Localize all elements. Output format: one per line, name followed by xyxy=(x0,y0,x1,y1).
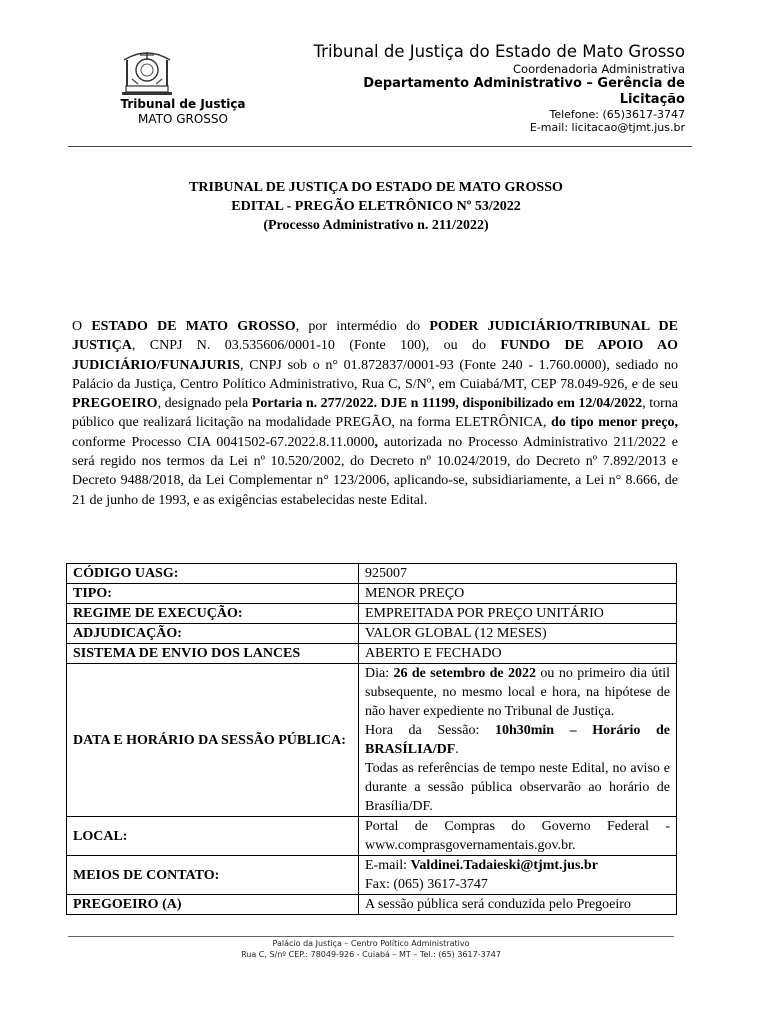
row-value: MENOR PREÇO xyxy=(359,584,677,604)
title-line1: TRIBUNAL DE JUSTIÇA DO ESTADO DE MATO GROSSO xyxy=(189,180,563,195)
text-bold: FUNDO DE APOIO AO JUDICIÁRIO/FUNAJURIS xyxy=(72,338,678,373)
coordination: Coordenadoria Administrativa xyxy=(513,62,685,76)
text: , torna público que realizará licitação na modalidade PREGÃO, na forma ELETRÔNICA, xyxy=(72,396,678,431)
contact-value xyxy=(359,856,677,895)
title-line2: EDITAL - PREGÃO ELETRÔNICO Nº 53/2022 xyxy=(231,199,521,214)
text: conforme Processo CIA 0041502-67.2022.8.11.0000 xyxy=(72,434,375,450)
table-row xyxy=(67,564,677,584)
preamble-paragraph xyxy=(72,317,678,510)
header-divider xyxy=(68,146,692,147)
court-state: MATO GROSSO xyxy=(138,112,228,126)
text: , por intermédio do xyxy=(295,319,430,334)
row-label: TIPO: xyxy=(67,584,359,604)
local-value: Portal de Compras do Governo Federal - www.comprasgovernamentais.gov.br. xyxy=(359,817,677,856)
contact-fax: Fax: (065) 3617-3747 xyxy=(365,877,488,892)
text-bold: , xyxy=(374,434,379,450)
text: . xyxy=(455,742,459,757)
org-title: Tribunal de Justiça do Estado de Mato Grosso xyxy=(313,42,685,61)
text: O xyxy=(72,319,92,334)
table-row xyxy=(67,584,677,604)
phone: Telefone: (65)3617-3747 xyxy=(549,108,685,121)
row-label: REGIME DE EXECUÇÃO: xyxy=(67,604,359,624)
text-bold: PREGOEIRO xyxy=(72,396,158,412)
department-line1: Departamento Administrativo – Gerência de xyxy=(363,76,685,91)
footer-divider xyxy=(68,936,674,937)
text: ou no primeiro dia útil subsequente, no mesmo local e hora, na hipótese de não haver expediente no Tribunal de Justiça. xyxy=(365,666,670,719)
text-bold: PODER JUDICIÁRIO/TRIBUNAL DE JUSTIÇA xyxy=(72,319,679,354)
row-value: VALOR GLOBAL (12 MESES) xyxy=(359,624,677,644)
table-row xyxy=(67,644,677,664)
text-bold: do tipo menor preço, xyxy=(551,415,679,431)
text: , CNPJ sob o n° 01.872837/0001-93 (Fonte 240 - 1.760.0000), sediado no Palácio da Justiça, Centro Político Administrativo, Rua C, S/Nº, em Cuiabá/MT, CEP 78.049-926, e de seu xyxy=(72,357,678,392)
text: autorizada no Processo Administrativo 211/2022 e será regido nos termos da Lei nº 10.520/2002, do Decreto nº 10.024/2019, do Decreto nº 7.892/2013 e Decreto 9488/2018, da Lei Complementar n° 123/2006, aplicando-se, subsidiariamente, a Lei n° 8.666, de 21 de junho de 1993, e as exigências estabelecidas neste Edital. xyxy=(72,434,678,508)
text-bold: 26 de setembro de 2022 xyxy=(393,666,537,681)
table-row xyxy=(67,604,677,624)
email-link[interactable]: Valdinei.Tadaieski@tjmt.jus.br xyxy=(410,858,598,873)
text: , CNPJ N. 03.535606/0001-10 (Fonte 100), ou do xyxy=(131,338,501,354)
contact-email xyxy=(365,856,670,875)
page-footer xyxy=(68,938,674,960)
session-date xyxy=(365,664,670,721)
letterhead xyxy=(255,42,685,134)
text: E-mail: xyxy=(365,858,411,873)
text-bold: ESTADO DE MATO GROSSO xyxy=(91,319,296,334)
table-row xyxy=(67,624,677,644)
coat-of-arms-logo xyxy=(118,46,176,96)
footer-line2: Rua C, S/nº CEP.: 78049-926 - Cuiabá – MT – Tel.: (65) 3617-3747 xyxy=(241,950,501,959)
contact-label: MEIOS DE CONTATO: xyxy=(67,856,359,895)
info-table xyxy=(66,563,677,915)
row-value: ABERTO E FECHADO xyxy=(359,644,677,664)
document-title xyxy=(70,178,682,235)
row-value: EMPREITADA POR PREÇO UNITÁRIO xyxy=(359,604,677,624)
row-label: ADJUDICAÇÃO: xyxy=(67,624,359,644)
text: , designado pela xyxy=(157,396,252,412)
text-bold: Portaria n. 277/2022. DJE n 11199, disponibilizado em 12/04/2022 xyxy=(251,396,643,412)
row-label: CÓDIGO UASG: xyxy=(67,564,359,584)
session-value xyxy=(359,664,677,817)
row-label: SISTEMA DE ENVIO DOS LANCES xyxy=(67,644,359,664)
text: Hora da Sessão: xyxy=(365,723,495,738)
court-name: Tribunal de Justiça xyxy=(120,97,246,111)
department-line2: Licitação xyxy=(619,92,685,107)
footer-line1: Palácio da Justiça – Centro Político Administrativo xyxy=(272,939,470,948)
session-label: DATA E HORÁRIO DA SESSÃO PÚBLICA: xyxy=(67,664,359,817)
table-row-pregoeiro xyxy=(67,895,677,915)
session-time xyxy=(365,721,670,759)
row-value: 925007 xyxy=(359,564,677,584)
pregoeiro-label: PREGOEIRO (A) xyxy=(67,895,359,915)
text: Dia: xyxy=(365,666,394,681)
session-note: Todas as referências de tempo neste Edital, no aviso e durante a sessão pública observarão ao horário de Brasília/DF. xyxy=(365,761,670,814)
local-label: LOCAL: xyxy=(67,817,359,856)
table-row-contact xyxy=(67,856,677,895)
text-bold: 10h30min – Horário de BRASÍLIA/DF xyxy=(365,723,670,757)
email: E-mail: licitacao@tjmt.jus.br xyxy=(529,121,685,134)
court-name-block xyxy=(100,97,266,126)
title-line3: (Processo Administrativo n. 211/2022) xyxy=(263,218,489,233)
table-row-local xyxy=(67,817,677,856)
table-row-session xyxy=(67,664,677,817)
pregoeiro-value: A sessão pública será conduzida pelo Pregoeiro xyxy=(359,895,677,915)
